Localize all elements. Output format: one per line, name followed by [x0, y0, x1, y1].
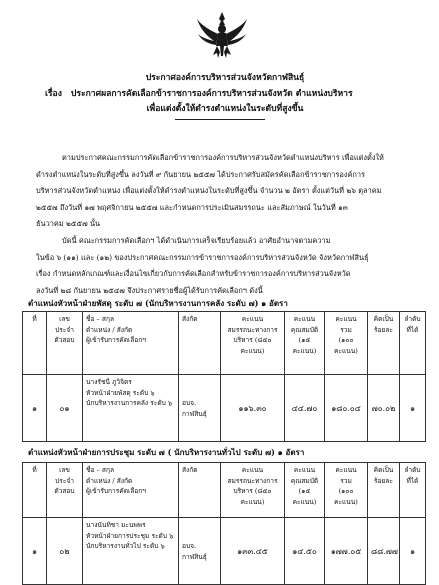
candidate-name: นางรัชนี ภูวิจิตร [86, 378, 132, 386]
document-subject [45, 86, 405, 100]
section-title-procurement: ตำแหน่งหัวหน้าฝ่ายพัสดุ ระดับ ๗ (นักบริหารงานการคลัง ระดับ ๗) ๑ อัตรา [28, 298, 288, 308]
cell-candidate [83, 518, 179, 585]
column-header: คะแนน สมรรถนะทางการ บริหาร (๘๕๐ คะแนน) [221, 312, 285, 375]
column-header: ลำดับ ที่ได้ [400, 463, 426, 518]
cell-total: ๑๘๐.๐๔ [325, 375, 368, 442]
cell-no: ๑ [23, 375, 47, 442]
cell-exam-id: ๐๑ [47, 375, 83, 442]
garuda-emblem-icon [196, 10, 248, 60]
column-header: คะแนน รวม (๑๐๐ คะแนน) [325, 463, 368, 518]
candidate-line: นักบริหารงานทั่วไป ระดับ ๖ [86, 542, 165, 550]
cell-admin-score: ๑๑๖.๓๐ [221, 375, 285, 442]
cell-no: ๑ [23, 518, 47, 585]
subject-line-1: ประกาศผลการคัดเลือกข้าราชการองค์การบริหารส่วนจังหวัด ตำแหน่งบริหาร [70, 89, 353, 99]
table-header-row [23, 312, 426, 375]
candidate-name: นางนันทิชา มะนพพร [86, 521, 146, 529]
subject-label: เรื่อง [45, 89, 62, 99]
column-header: สังกัด [179, 463, 221, 518]
column-header: คิดเป็น ร้อยละ [368, 463, 400, 518]
cell-rank: ๑ [400, 375, 426, 442]
cell-org: อบจ. กาฬสินธุ์ [179, 375, 221, 442]
column-header: คะแนน คุณสมบัติ (๑๕ คะแนน) [285, 312, 325, 375]
column-header: สังกัด [179, 312, 221, 375]
column-header: คิดเป็น ร้อยละ [368, 312, 400, 375]
cell-total: ๑๗๗.๐๕ [325, 518, 368, 585]
cell-org: อบจ. กาฬสินธุ์ [179, 518, 221, 585]
paragraph-line: ในข้อ ๖ (๑๑) และ (๑๒) ของประกาศคณะกรรมการข้าราชการองค์การบริหารส่วนจังหวัด จังหวัดกาฬสินธุ์ [36, 252, 369, 262]
table-header-row [23, 463, 426, 518]
paragraph-background [36, 150, 436, 233]
paragraph-line: ตามประกาศคณะกรรมการคัดเลือกข้าราชการองค์การบริหารส่วนจังหวัดตำแหน่งบริหาร เพื่อแต่งตั้งให้ [62, 153, 384, 162]
candidate-position: หัวหน้าฝ่ายพัสดุ ระดับ ๖ [86, 388, 155, 397]
column-header: ชื่อ – สกุล ตำแหน่ง / สังกัด ผู้เข้ารับการคัดเลือกฯ [83, 463, 179, 518]
column-header: ที่ [23, 463, 47, 518]
column-header: ที่ [23, 312, 47, 375]
column-header: คะแนน คุณสมบัติ (๑๕ คะแนน) [285, 463, 325, 518]
column-header: คะแนน รวม (๑๐๐ คะแนน) [325, 312, 368, 375]
document-title: ประกาศองค์การบริหารส่วนจังหวัดกาฬสินธุ์ [145, 73, 305, 83]
paragraph-line: ดำรงตำแหน่งในระดับที่สูงขึ้น ลงวันที่ ๙ กันยายน ๒๕๕๗ ได้ประกาศรับสมัครคัดเลือกข้าราชการองค์การ [36, 169, 365, 179]
candidate-line: นักบริหารงานการคลัง ระดับ ๖ [86, 399, 173, 407]
paragraph-line: ๒๕๕๗ ถึงวันที่ ๑๗ พฤศจิกายน ๒๕๕๗ และกำหนดการประเมินสมรรถนะ และสัมภาษณ์ ในวันที่ ๑๓ [36, 202, 348, 212]
column-header: ชื่อ – สกุล ตำแหน่ง / สังกัด ผู้เข้ารับการคัดเลือกฯ [83, 312, 179, 375]
results-table-meetings [22, 462, 426, 585]
candidate-position: หัวหน้าฝ่ายการประชุม ระดับ ๖ [86, 531, 174, 540]
cell-percent: ๘๘.๗๗ [368, 518, 400, 585]
column-header: คะแนน สมรรถนะทางการ บริหาร (๘๕๐ คะแนน) [221, 463, 285, 518]
column-header: ลำดับ ที่ได้ [400, 312, 426, 375]
paragraph-line: ธันวาคม ๒๕๕๗ นั้น [36, 219, 101, 229]
cell-rank: ๑ [400, 518, 426, 585]
section-title-meetings: ตำแหน่งหัวหน้าฝ่ายการประชุม ระดับ ๗ ( นักบริหารงานทั่วไป ระดับ ๗) ๑ อัตรา [28, 447, 305, 457]
cell-percent: ๗๐.๐๒ [368, 375, 400, 442]
column-header: เลข ประจำ ตัวสอบ [47, 463, 83, 518]
paragraph-line: บริหารส่วนจังหวัดตำแหน่ง เพื่อแต่งตั้งให้ดำรงตำแหน่งในระดับที่สูงขึ้น จำนวน ๒ อัตรา ตั้งแต่วันที่ ๒๖ ตุลาคม [36, 186, 382, 196]
cell-qual-score: ๔๔.๗๐ [285, 375, 325, 442]
paragraph-line: เรื่อง กำหนดหลักเกณฑ์และเงื่อนไขเกี่ยวกับการคัดเลือกสำหรับข้าราชการองค์การบริหารส่วนจังหวัด [36, 269, 351, 279]
subject-line-2: เพื่อแต่งตั้งให้ดำรงตำแหน่งในระดับที่สูงขึ้น [146, 104, 304, 114]
results-table-procurement [22, 311, 426, 442]
paragraph-line: บัดนี้ คณะกรรมการคัดเลือกฯ ได้ดำเนินการเสร็จเรียบร้อยแล้ว อาศัยอำนาจตามความ [62, 236, 331, 245]
column-header: เลข ประจำ ตัวสอบ [47, 312, 83, 375]
paragraph-announcement [36, 233, 436, 299]
paragraph-line: ลงวันที่ ๒๘ กันยายน ๒๕๔๗ จึงประกาศรายชื่อผู้ได้รับการคัดเลือกฯ ดังนี้ [36, 285, 263, 295]
cell-exam-id: ๐๒ [47, 518, 83, 585]
cell-admin-score: ๑๓๓.๔๕ [221, 518, 285, 585]
cell-candidate [83, 375, 179, 442]
header-divider [175, 119, 265, 120]
table-row [23, 518, 426, 585]
table-row [23, 375, 426, 442]
cell-qual-score: ๑๔.๕๐ [285, 518, 325, 585]
